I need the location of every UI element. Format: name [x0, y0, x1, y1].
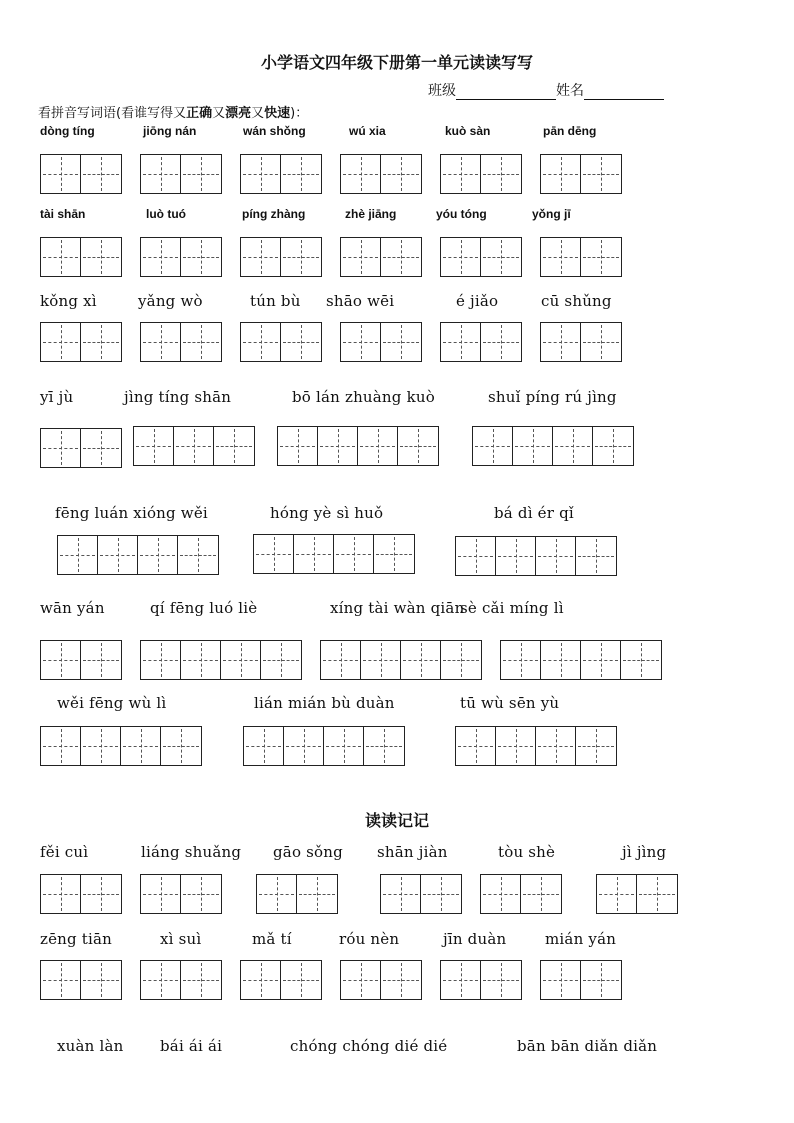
- writing-box[interactable]: [41, 155, 81, 193]
- pinyin-label: wān yán: [40, 599, 105, 617]
- writing-box[interactable]: [341, 323, 381, 361]
- writing-box[interactable]: [41, 641, 81, 679]
- writing-box[interactable]: [374, 535, 414, 573]
- writing-box[interactable]: [134, 427, 174, 465]
- instruction: [38, 102, 308, 121]
- writing-box[interactable]: [541, 238, 581, 276]
- pinyin-label: qí fēng luó liè: [150, 599, 258, 617]
- writing-box[interactable]: [441, 323, 481, 361]
- character-grid: [140, 237, 222, 277]
- character-grid: [540, 237, 622, 277]
- writing-box[interactable]: [401, 641, 441, 679]
- writing-box[interactable]: [521, 875, 561, 913]
- character-grid: [540, 322, 622, 362]
- pinyin-label: liáng shuǎng: [141, 843, 242, 861]
- writing-box[interactable]: [281, 961, 321, 999]
- pinyin-label: jiōng nán: [143, 124, 197, 138]
- writing-box[interactable]: [174, 427, 214, 465]
- character-grid: [256, 874, 338, 914]
- writing-box[interactable]: [553, 427, 593, 465]
- writing-box[interactable]: [421, 875, 461, 913]
- pinyin-label: róu nèn: [339, 930, 400, 948]
- character-grid: [340, 960, 422, 1000]
- writing-box[interactable]: [121, 727, 161, 765]
- instruction-emphasis: 漂亮: [225, 106, 252, 121]
- writing-box[interactable]: [576, 537, 616, 575]
- pinyin-label: xuàn làn: [57, 1037, 124, 1055]
- writing-box[interactable]: [141, 155, 181, 193]
- writing-box[interactable]: [81, 727, 121, 765]
- writing-box[interactable]: [281, 323, 321, 361]
- writing-box[interactable]: [364, 727, 404, 765]
- class-label: 班级: [428, 83, 456, 99]
- character-grid: [40, 726, 202, 766]
- writing-box[interactable]: [81, 429, 121, 467]
- pinyin-label: sè cǎi míng lì: [460, 599, 564, 617]
- writing-box[interactable]: [481, 323, 521, 361]
- character-grid: [40, 154, 122, 194]
- character-grid: [40, 874, 122, 914]
- writing-box[interactable]: [381, 155, 421, 193]
- pinyin-label: bái ái ái: [160, 1037, 223, 1055]
- writing-box[interactable]: [181, 323, 221, 361]
- writing-box[interactable]: [58, 536, 98, 574]
- writing-box[interactable]: [241, 155, 281, 193]
- pinyin-label: shāo wēi: [326, 292, 395, 310]
- writing-box[interactable]: [581, 323, 621, 361]
- writing-box[interactable]: [161, 727, 201, 765]
- writing-box[interactable]: [284, 727, 324, 765]
- pinyin-label: mǎ tí: [252, 930, 292, 948]
- character-grid: [472, 426, 634, 466]
- writing-box[interactable]: [581, 641, 621, 679]
- writing-box[interactable]: [41, 429, 81, 467]
- character-grid: [140, 874, 222, 914]
- pinyin-label: yǒng jī: [532, 207, 571, 221]
- writing-box[interactable]: [81, 238, 121, 276]
- writing-box[interactable]: [637, 875, 677, 913]
- pinyin-label: xì suì: [160, 930, 202, 948]
- writing-box[interactable]: [181, 238, 221, 276]
- character-grid: [133, 426, 255, 466]
- instruction-text: 又: [212, 106, 226, 121]
- character-grid: [380, 874, 462, 914]
- instruction-text: 看拼音写词语(看谁写得又: [38, 106, 187, 121]
- pinyin-label: fěi cuì: [40, 843, 89, 861]
- writing-box[interactable]: [138, 536, 178, 574]
- writing-box[interactable]: [214, 427, 254, 465]
- writing-box[interactable]: [334, 535, 374, 573]
- writing-box[interactable]: [581, 961, 621, 999]
- pinyin-label: xíng tài wàn qiān: [330, 599, 465, 617]
- pinyin-label: tòu shè: [498, 843, 556, 861]
- writing-box[interactable]: [536, 727, 576, 765]
- character-grid: [540, 960, 622, 1000]
- pinyin-label: yī jù: [40, 388, 74, 406]
- writing-box[interactable]: [381, 323, 421, 361]
- character-grid: [440, 237, 522, 277]
- instruction-emphasis: 快速: [264, 106, 291, 121]
- writing-box[interactable]: [481, 155, 521, 193]
- pinyin-label: tún bù: [250, 292, 301, 310]
- pinyin-label: shuǐ píng rú jìng: [488, 388, 617, 406]
- writing-box[interactable]: [81, 875, 121, 913]
- writing-box[interactable]: [41, 238, 81, 276]
- writing-box[interactable]: [341, 155, 381, 193]
- writing-box[interactable]: [541, 641, 581, 679]
- pinyin-label: yóu tóng: [436, 207, 487, 221]
- writing-box[interactable]: [513, 427, 553, 465]
- character-grid: [240, 237, 322, 277]
- character-grid: [500, 640, 662, 680]
- writing-box[interactable]: [41, 961, 81, 999]
- pinyin-label: wán shǒng: [243, 124, 306, 138]
- pinyin-label: wú xia: [349, 124, 386, 138]
- writing-box[interactable]: [41, 323, 81, 361]
- writing-box[interactable]: [178, 536, 218, 574]
- writing-box[interactable]: [597, 875, 637, 913]
- instruction-emphasis: 正确: [186, 106, 213, 121]
- writing-box[interactable]: [441, 238, 481, 276]
- writing-box[interactable]: [381, 238, 421, 276]
- writing-box[interactable]: [181, 641, 221, 679]
- character-grid: [340, 322, 422, 362]
- writing-box[interactable]: [181, 155, 221, 193]
- writing-box[interactable]: [621, 641, 661, 679]
- writing-box[interactable]: [501, 641, 541, 679]
- writing-box[interactable]: [441, 641, 481, 679]
- pinyin-label: jìng tíng shān: [124, 388, 232, 406]
- pinyin-label: chóng chóng dié dié: [290, 1037, 448, 1055]
- writing-box[interactable]: [241, 961, 281, 999]
- writing-box[interactable]: [221, 641, 261, 679]
- character-grid: [40, 960, 122, 1000]
- character-grid: [596, 874, 678, 914]
- character-grid: [140, 322, 222, 362]
- character-grid: [240, 960, 322, 1000]
- writing-box[interactable]: [81, 641, 121, 679]
- writing-box[interactable]: [541, 323, 581, 361]
- instruction-text: 又: [251, 106, 265, 121]
- character-grid: [440, 322, 522, 362]
- writing-box[interactable]: [358, 427, 398, 465]
- character-grid: [455, 726, 617, 766]
- writing-box[interactable]: [41, 727, 81, 765]
- character-grid: [40, 640, 122, 680]
- writing-box[interactable]: [481, 961, 521, 999]
- character-grid: [277, 426, 439, 466]
- pinyin-label: zhè jiāng: [345, 207, 397, 221]
- writing-box[interactable]: [398, 427, 438, 465]
- writing-box[interactable]: [81, 155, 121, 193]
- writing-box[interactable]: [244, 727, 284, 765]
- character-grid: [140, 640, 302, 680]
- character-grid: [40, 322, 122, 362]
- writing-box[interactable]: [541, 155, 581, 193]
- pinyin-label: cū shǔng: [541, 292, 612, 310]
- page-title: 小学语文四年级下册第一单元读读写写: [260, 53, 533, 72]
- writing-box[interactable]: [541, 961, 581, 999]
- pinyin-label: zēng tiān: [40, 930, 113, 948]
- character-grid: [320, 640, 482, 680]
- character-grid: [40, 428, 122, 468]
- writing-box[interactable]: [481, 238, 521, 276]
- pinyin-label: yǎng wò: [138, 292, 203, 310]
- pinyin-label: jīn duàn: [443, 930, 507, 948]
- pinyin-label: luò tuó: [146, 207, 186, 221]
- writing-box[interactable]: [456, 727, 496, 765]
- writing-box[interactable]: [496, 727, 536, 765]
- pinyin-label: wěi fēng wù lì: [57, 694, 167, 712]
- writing-box[interactable]: [581, 238, 621, 276]
- pinyin-label: bō lán zhuàng kuò: [292, 388, 435, 406]
- writing-box[interactable]: [441, 155, 481, 193]
- writing-box[interactable]: [281, 238, 321, 276]
- pinyin-label: é jiǎo: [456, 292, 499, 310]
- pinyin-label: píng zhàng: [242, 207, 306, 221]
- character-grid: [140, 960, 222, 1000]
- character-grid: [540, 154, 622, 194]
- writing-box[interactable]: [241, 323, 281, 361]
- pinyin-label: pān dēng: [543, 124, 597, 138]
- pinyin-label: kǒng xì: [40, 292, 97, 310]
- pinyin-label: gāo sǒng: [273, 843, 343, 861]
- writing-box[interactable]: [536, 537, 576, 575]
- writing-box[interactable]: [141, 961, 181, 999]
- pinyin-label: kuò sàn: [445, 124, 491, 138]
- writing-box[interactable]: [456, 537, 496, 575]
- pinyin-label: hóng yè sì huǒ: [270, 504, 384, 522]
- character-grid: [240, 322, 322, 362]
- character-grid: [40, 237, 122, 277]
- writing-box[interactable]: [261, 641, 301, 679]
- writing-box[interactable]: [496, 537, 536, 575]
- class-name-line: [428, 80, 664, 100]
- writing-box[interactable]: [441, 961, 481, 999]
- writing-box[interactable]: [254, 535, 294, 573]
- section-title: 读读记记: [364, 811, 429, 830]
- writing-box[interactable]: [321, 641, 361, 679]
- writing-box[interactable]: [41, 875, 81, 913]
- character-grid: [57, 535, 219, 575]
- writing-box[interactable]: [297, 875, 337, 913]
- writing-box[interactable]: [381, 961, 421, 999]
- writing-box[interactable]: [361, 641, 401, 679]
- character-grid: [480, 874, 562, 914]
- name-label: 姓名: [556, 83, 584, 99]
- writing-box[interactable]: [576, 727, 616, 765]
- pinyin-label: jì jìng: [622, 843, 667, 861]
- pinyin-label: lián mián bù duàn: [254, 694, 395, 712]
- writing-box[interactable]: [81, 961, 121, 999]
- pinyin-label: dòng tíng: [40, 124, 95, 138]
- writing-box[interactable]: [318, 427, 358, 465]
- character-grid: [140, 154, 222, 194]
- writing-box[interactable]: [141, 875, 181, 913]
- writing-box[interactable]: [593, 427, 633, 465]
- writing-box[interactable]: [278, 427, 318, 465]
- character-grid: [340, 237, 422, 277]
- character-grid: [455, 536, 617, 576]
- character-grid: [253, 534, 415, 574]
- writing-box[interactable]: [381, 875, 421, 913]
- character-grid: [243, 726, 405, 766]
- pinyin-label: tū wù sēn yù: [460, 694, 560, 712]
- writing-box[interactable]: [98, 536, 138, 574]
- instruction-text: )：: [290, 106, 309, 121]
- class-blank[interactable]: [456, 85, 556, 100]
- writing-box[interactable]: [81, 323, 121, 361]
- writing-box[interactable]: [481, 875, 521, 913]
- character-grid: [440, 154, 522, 194]
- writing-box[interactable]: [181, 875, 221, 913]
- pinyin-label: mián yán: [545, 930, 617, 948]
- writing-box[interactable]: [141, 641, 181, 679]
- pinyin-label: tài shān: [40, 207, 86, 221]
- writing-box[interactable]: [294, 535, 334, 573]
- writing-box[interactable]: [473, 427, 513, 465]
- pinyin-label: bá dì ér qǐ: [494, 504, 574, 522]
- character-grid: [240, 154, 322, 194]
- writing-box[interactable]: [581, 155, 621, 193]
- writing-box[interactable]: [257, 875, 297, 913]
- writing-box[interactable]: [141, 238, 181, 276]
- writing-box[interactable]: [324, 727, 364, 765]
- writing-box[interactable]: [141, 323, 181, 361]
- character-grid: [440, 960, 522, 1000]
- writing-box[interactable]: [341, 961, 381, 999]
- pinyin-label: fēng luán xióng wěi: [55, 504, 208, 522]
- writing-box[interactable]: [181, 961, 221, 999]
- character-grid: [340, 154, 422, 194]
- writing-box[interactable]: [241, 238, 281, 276]
- writing-box[interactable]: [281, 155, 321, 193]
- writing-box[interactable]: [341, 238, 381, 276]
- pinyin-label: bān bān diǎn diǎn: [517, 1037, 658, 1055]
- pinyin-label: shān jiàn: [377, 843, 448, 861]
- name-blank[interactable]: [584, 85, 664, 100]
